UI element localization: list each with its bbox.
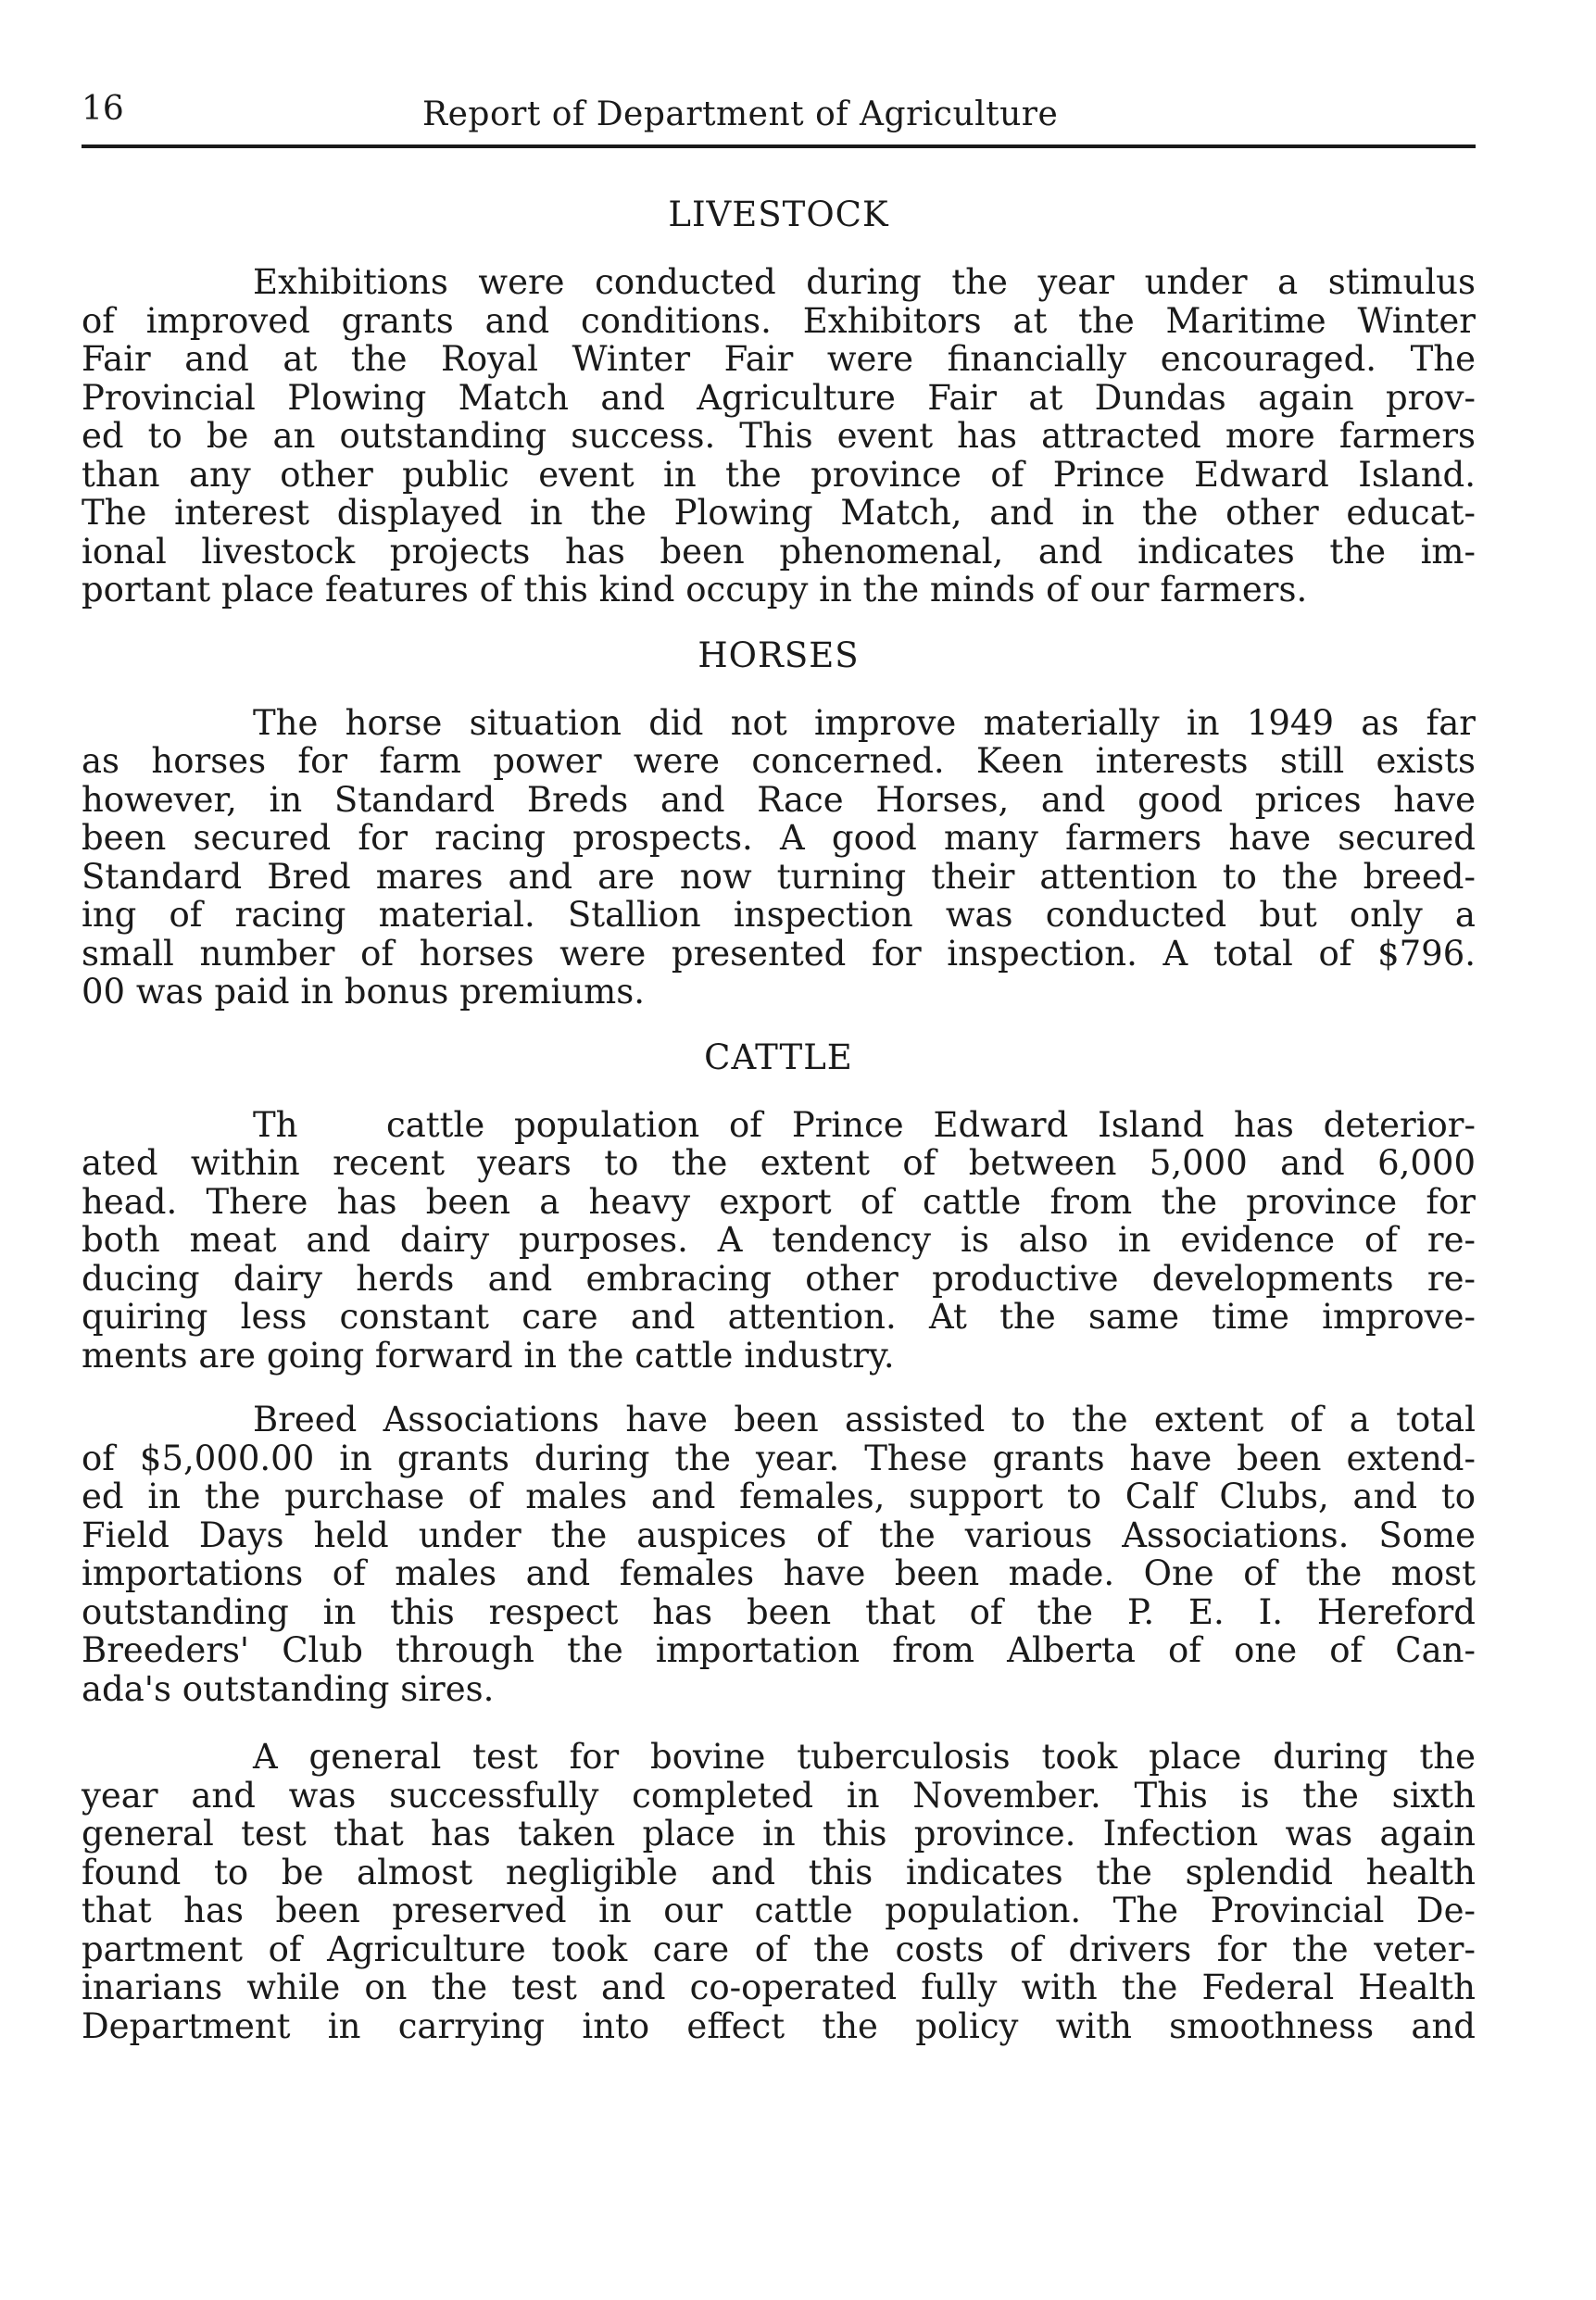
- paragraph-breed-associations: [82, 1401, 1476, 1708]
- page-content: [82, 195, 1476, 2045]
- text-line: Breed Associations have been assisted to the extent of a total: [253, 1400, 1476, 1439]
- text-line: Provincial Plowing Match and Agriculture Fair at Dundas again prov-: [82, 377, 1476, 418]
- text-line: been secured for racing prospects. A good many farmers have secured: [82, 818, 1476, 858]
- paragraph-horses: [82, 704, 1476, 1012]
- text-line: ing of racing material. Stallion inspection was conducted but only a: [82, 895, 1476, 935]
- text-line: of improved grants and conditions. Exhibitors at the Maritime Winter: [82, 300, 1476, 341]
- section-heading-livestock: LIVESTOCK: [668, 195, 889, 234]
- text-line: small number of horses were presented for inspection. A total of $796.: [82, 933, 1476, 974]
- text-line: that has been preserved in our cattle population. The Provincial De-: [82, 1891, 1476, 1930]
- text-line: Exhibitions were conducted during the year under a stimulus: [253, 262, 1476, 302]
- text-line: The horse situation did not improve materially in 1949 as far: [253, 702, 1476, 743]
- paragraph-livestock: [82, 263, 1476, 610]
- text-line: ed in the purchase of males and females, support to Calf Clubs, and to: [82, 1477, 1476, 1516]
- page-number: 16: [82, 90, 124, 128]
- text-line: Breeders' Club through the importation from Alberta of one of Can-: [82, 1630, 1476, 1670]
- text-line: A general test for bovine tuberculosis took place during the: [253, 1737, 1476, 1777]
- section-heading-cattle: CATTLE: [704, 1037, 853, 1077]
- text-line: outstanding in this respect has been that of the P. E. I. Hereford: [82, 1591, 1476, 1632]
- text-line: Standard Bred mares and are now turning their attention to the breed-: [82, 856, 1476, 897]
- text-line: however, in Standard Breds and Race Horses, and good prices have: [82, 779, 1476, 820]
- text-line: as horses for farm power were concerned. Keen interests still exists: [82, 741, 1476, 781]
- text-line: Department in carrying into effect the policy with smoothness and: [82, 2005, 1476, 2046]
- section-heading-horses: HORSES: [697, 635, 860, 675]
- text-line: head. There has been a heavy export of cattle from the province for: [82, 1181, 1476, 1222]
- header-rule: [82, 145, 1476, 148]
- text-line: The interest displayed in the Plowing Match, and in the other educat-: [82, 493, 1476, 533]
- text-line: ducing dairy herds and embracing other productive developments re-: [82, 1258, 1476, 1299]
- text-line: year and was successfully completed in November. This is the sixth: [82, 1775, 1476, 1816]
- text-line: importations of males and females have been made. One of the most: [82, 1553, 1476, 1593]
- text-line: 00 was paid in bonus premiums.: [82, 972, 645, 1012]
- text-line: general test that has taken place in this province. Infection was again: [82, 1814, 1476, 1854]
- text-line: ments are going forward in the cattle industry.: [82, 1335, 895, 1376]
- paragraph-cattle-population: [82, 1106, 1476, 1376]
- page-header: [82, 89, 1476, 145]
- text-line: portant place features of this kind occupy in the minds of our farmers.: [82, 570, 1308, 610]
- text-line: ional livestock projects has been phenomenal, and indicates the im-: [82, 531, 1476, 572]
- text-line: Fair and at the Royal Winter Fair were financially encouraged. The: [82, 339, 1476, 379]
- text-line: found to be almost negligible and this indicates the splendid health: [82, 1852, 1476, 1892]
- text-line: quiring less constant care and attention. At the same time improve-: [82, 1297, 1476, 1337]
- text-line: Th cattle population of Prince Edward Island has deterior-: [253, 1104, 1476, 1145]
- text-line: partment of Agriculture took care of the costs of drivers for the veter-: [82, 1929, 1476, 1969]
- text-line: ada's outstanding sires.: [82, 1668, 495, 1709]
- text-line: of $5,000.00 in grants during the year. These grants have been extend-: [82, 1438, 1476, 1478]
- text-line: ated within recent years to the extent of between 5,000 and 6,000: [82, 1143, 1476, 1183]
- running-title: Report of Department of Agriculture: [422, 95, 1059, 133]
- text-line: both meat and dairy purposes. A tendency is also in evidence of re-: [82, 1220, 1476, 1260]
- paragraph-tuberculosis-test: [82, 1738, 1476, 2045]
- text-line: inarians while on the test and co-operated fully with the Federal Health: [82, 1967, 1476, 2007]
- text-line: Field Days held under the auspices of the various Associations. Some: [82, 1514, 1476, 1555]
- text-line: ed to be an outstanding success. This event has attracted more farmers: [82, 416, 1476, 456]
- text-line: than any other public event in the province of Prince Edward Island.: [82, 454, 1476, 495]
